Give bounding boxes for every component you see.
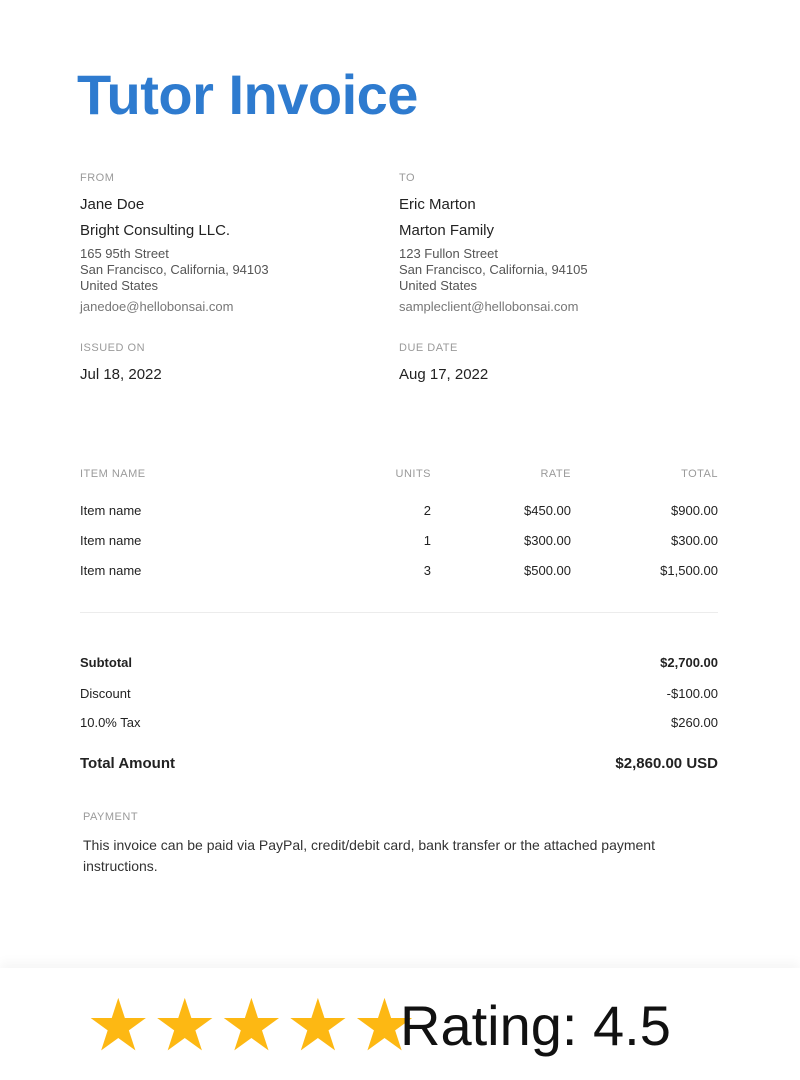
items-table: [80, 468, 718, 585]
from-address-line: 165 95th Street: [80, 246, 169, 261]
header-units: UNITS: [395, 468, 431, 480]
from-label: FROM: [80, 172, 115, 184]
from-company: Bright Consulting LLC.: [80, 222, 231, 239]
discount-row: [80, 686, 718, 701]
star-icon: ★: [285, 986, 351, 1066]
payment-label: PAYMENT: [83, 811, 139, 823]
rating-text: Rating: 4.5: [400, 994, 671, 1057]
to-address-line: United States: [399, 278, 478, 293]
item-name-cell: Item name: [80, 502, 142, 518]
from-address-line: San Francisco, California, 94103: [80, 262, 269, 277]
item-total-cell: $300.00: [671, 532, 718, 548]
from-email: janedoe@hellobonsai.com: [80, 299, 234, 314]
star-icon: ★: [219, 986, 284, 1066]
total-amount-value: $2,860.00 USD: [615, 755, 718, 772]
from-address-line: United States: [80, 278, 159, 293]
due-date-value: Aug 17, 2022: [399, 366, 489, 383]
item-units-cell: 3: [423, 562, 431, 578]
total-amount-label: Total Amount: [80, 755, 175, 772]
to-address: [399, 246, 699, 294]
tax-row: [80, 715, 718, 730]
table-row: [80, 525, 718, 555]
payment-section: [83, 811, 723, 877]
total-amount-row: [80, 755, 718, 772]
subtotal-row: [80, 655, 718, 670]
item-rate-cell: $450.00: [524, 502, 571, 518]
table-row: [80, 495, 718, 525]
table-row: [80, 555, 718, 585]
from-address: [80, 246, 380, 294]
due-date-section: [399, 342, 488, 383]
from-name: Jane Doe: [80, 196, 145, 213]
to-label: TO: [399, 172, 416, 184]
payment-text: This invoice can be paid via PayPal, credit/debit card, bank transfer or the attached payment instructions.: [83, 837, 655, 874]
item-name-cell: Item name: [80, 532, 142, 548]
star-icon: ★: [352, 986, 417, 1066]
issued-on-section: [80, 342, 162, 383]
tax-label: 10.0% Tax: [80, 715, 141, 730]
rating-stars: [86, 986, 417, 1066]
star-icon: ★: [86, 986, 151, 1066]
subtotal-label: Subtotal: [80, 655, 132, 670]
to-section: [399, 172, 699, 314]
subtotal-value: $2,700.00: [660, 655, 718, 670]
from-section: [80, 172, 380, 314]
to-company: Marton Family: [399, 222, 495, 239]
item-rate-cell: $300.00: [524, 532, 571, 548]
to-address-line: 123 Fullon Street: [399, 246, 499, 261]
tax-value: $260.00: [671, 715, 718, 730]
header-item-name: ITEM NAME: [80, 468, 146, 480]
item-units-cell: 2: [423, 502, 431, 518]
items-header-row: [80, 468, 718, 495]
header-rate: RATE: [540, 468, 571, 480]
issued-on-date: Jul 18, 2022: [80, 366, 162, 383]
due-date-label: DUE DATE: [399, 342, 458, 354]
item-rate-cell: $500.00: [524, 562, 571, 578]
item-name-cell: Item name: [80, 562, 142, 578]
items-divider: [80, 612, 718, 613]
star-icon: ★: [152, 986, 218, 1066]
item-total-cell: $1,500.00: [660, 562, 718, 578]
item-total-cell: $900.00: [671, 502, 718, 518]
header-total: TOTAL: [681, 468, 718, 480]
discount-value: -$100.00: [666, 686, 718, 701]
to-name: Eric Marton: [399, 196, 476, 213]
invoice-title: Tutor Invoice: [77, 63, 418, 126]
to-email: sampleclient@hellobonsai.com: [399, 299, 579, 314]
discount-label: Discount: [80, 686, 131, 701]
item-units-cell: 1: [423, 532, 431, 548]
to-address-line: San Francisco, California, 94105: [399, 262, 588, 277]
issued-on-label: ISSUED ON: [80, 342, 146, 354]
